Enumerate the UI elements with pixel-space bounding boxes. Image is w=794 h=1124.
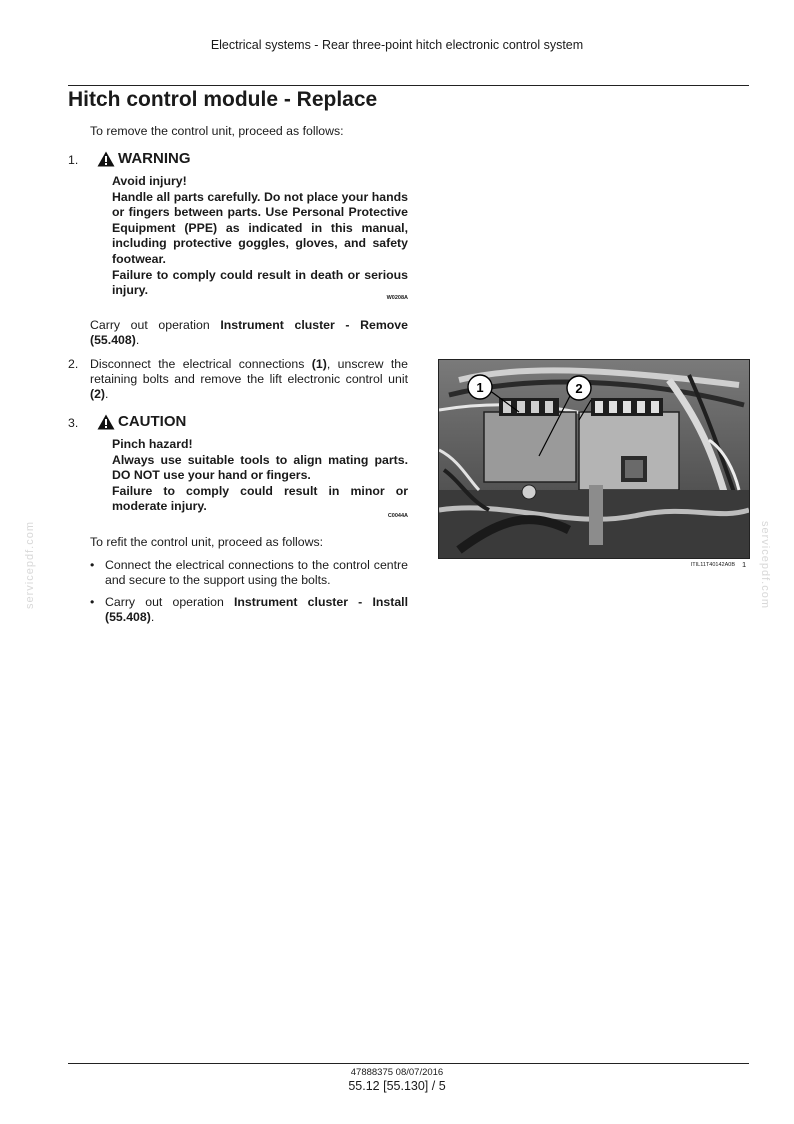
caution-line-1: Pinch hazard!: [112, 437, 193, 451]
warning-triangle-icon: [97, 151, 115, 167]
footer-rule: [68, 1063, 749, 1064]
caution-code: C0044A: [387, 513, 408, 519]
bullet-dot: •: [90, 558, 95, 572]
caution-label: CAUTION: [118, 413, 187, 430]
step-2-text-c: .: [105, 387, 109, 401]
refit-bullet-2-pre: Carry out operation: [105, 595, 234, 609]
caution-line-2: Always use suitable tools to align mating parts. DO NOT use your hand or fingers.: [112, 452, 408, 483]
step-3-number: 3.: [68, 416, 79, 430]
refit-bullet-1-text: Connect the electrical connections to the control centre and secure to the support using the bolts.: [105, 558, 408, 587]
step-2-text-a: Disconnect the electrical connections: [90, 357, 312, 371]
caution-triangle-icon: [97, 414, 115, 430]
page-title: Hitch control module - Replace: [68, 88, 378, 111]
callout-2-label: 2: [575, 381, 583, 396]
figure-code: ITIL11T40142A0B: [690, 562, 735, 568]
step-2-number: 2.: [68, 357, 79, 371]
footer-page-ref: 55.12 [55.130] / 5: [348, 1079, 446, 1093]
figure-number: 1: [742, 560, 747, 569]
warning-body: [112, 174, 408, 299]
refit-intro: To refit the control unit, proceed as follows:: [90, 535, 324, 549]
bullet-dot: •: [90, 595, 95, 609]
caution-signal: [97, 413, 186, 430]
engine-bay-illustration: [439, 360, 749, 558]
header-rule: [68, 85, 749, 86]
running-header: Electrical systems - Rear three-point hitch electronic control system: [210, 38, 584, 52]
footer-doc-number: 47888375 08/07/2016: [350, 1067, 444, 1078]
callout-ref-2: (2): [90, 387, 106, 401]
warning-signal: [97, 150, 191, 167]
warning-code: W0208A: [386, 295, 408, 301]
step-2-text-b: , unscrew the retaining bolts and remove the lift electronic control unit: [90, 357, 408, 386]
step-2-text: [90, 357, 408, 402]
caution-body: [112, 437, 408, 515]
step-1-number: 1.: [68, 153, 79, 167]
intro-text: To remove the control unit, proceed as follows:: [90, 124, 344, 138]
watermark-right: servicepdf.com: [759, 521, 771, 609]
warning-line-2: Handle all parts carefully. Do not place your hands or fingers between parts. Use Personal Protective Equipment (PPE) as indicated in this manual, including protective goggles, gloves, and safety footwear.: [112, 189, 408, 266]
figure-photo-control-unit: [438, 359, 750, 559]
refit-bullet-2-text: [105, 595, 408, 625]
watermark-left: servicepdf.com: [24, 521, 36, 609]
step-1-followup-text: Carry out operation: [90, 318, 221, 332]
step-1-followup: [90, 318, 408, 348]
caution-line-3: Failure to comply could result in minor or moderate injury.: [112, 483, 408, 514]
step-1-followup-end: .: [135, 333, 140, 347]
refit-bullet-2: [90, 595, 408, 627]
operation-link-remove: Instrument cluster - Remove (55.408): [90, 318, 408, 347]
warning-label: WARNING: [118, 150, 191, 167]
callout-ref-1: (1): [311, 357, 327, 371]
warning-line-3: Failure to comply could result in death or serious injury.: [112, 267, 408, 298]
callout-1-label: 1: [476, 380, 484, 395]
refit-bullet-1: [90, 558, 408, 590]
refit-bullet-2-post: .: [150, 610, 155, 624]
warning-line-1: Avoid injury!: [112, 174, 187, 188]
operation-link-install: Instrument cluster - Install (55.408): [105, 595, 408, 624]
